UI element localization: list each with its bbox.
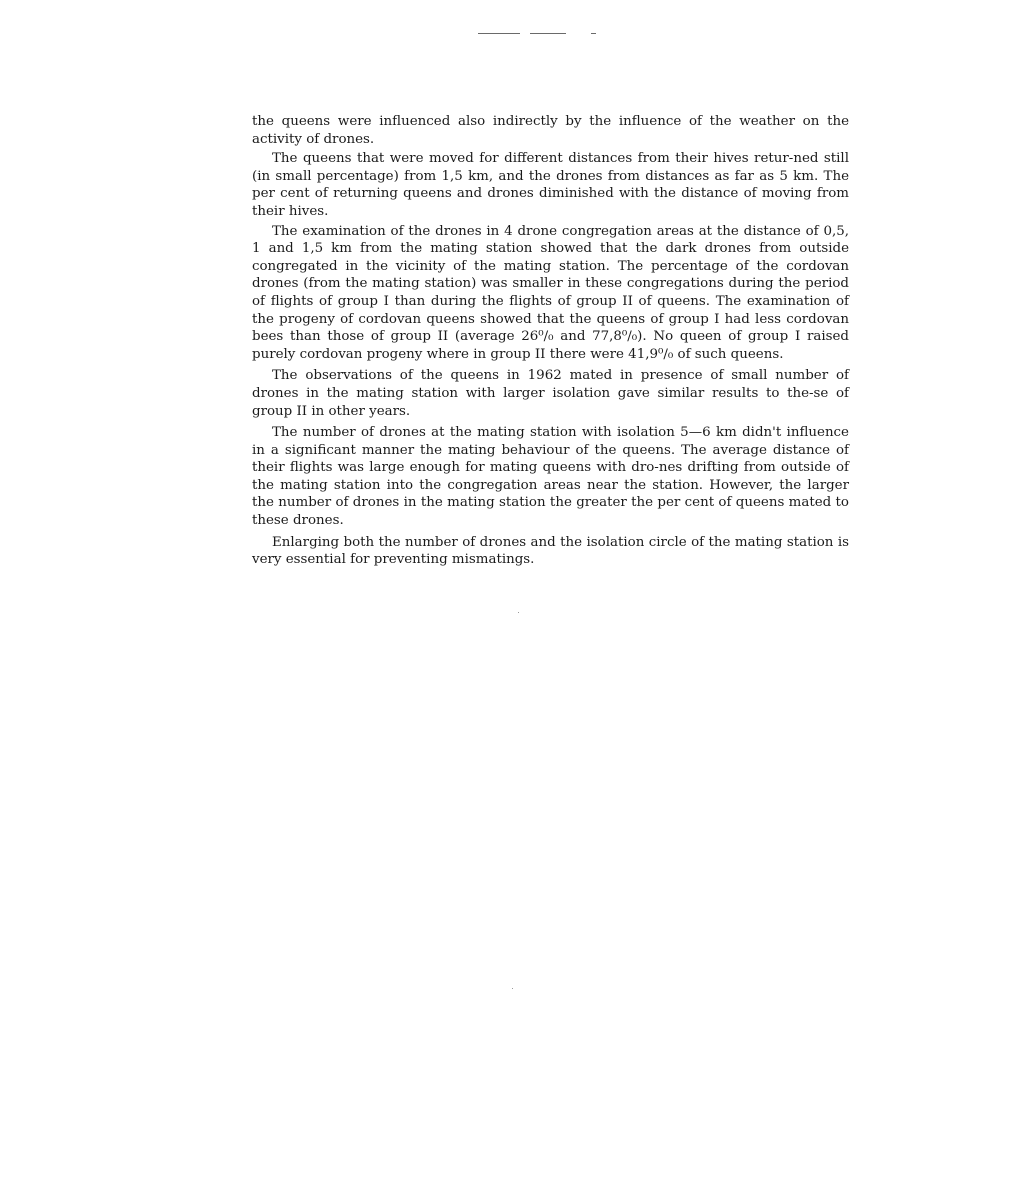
header-rule (478, 33, 520, 34)
scan-speck (518, 612, 519, 613)
body-text (252, 113, 849, 571)
paragraph-queen-return-distances: The queens that were moved for different distances from their hives retur-ned still (in small percentage) from 1,5 km, and the drones from distances as far as 5 km. The per cent of returning queens and drones diminished with the distance of moving from their hives. (252, 151, 849, 219)
paragraph-drone-congregation-areas: The examination of the drones in 4 drone congregation areas at the distance of 0,5, 1 and 1,5 km from the mating station showed that the dark drones from outside congregated in the vicinity of the mating station. The percentage of the cordovan drones (from the mating station) was smaller in these congregations during the period of flights of group I than during the flights of group II of queens. The examination of the progeny of cordovan queens showed that the queens of group I had less cordovan bees than those of group II (average 26⁰/₀ and 77,8⁰/₀). No queen of group I raised purely cordovan progeny where in group II there were 41,9⁰/₀ of such queens. (252, 223, 849, 362)
paragraph-observations-1962: The observations of the queens in 1962 mated in presence of small number of drones in the mating station with larger isolation gave similar results to the-se of group II in other years. (252, 368, 849, 419)
paragraph-drone-number-isolation: The number of drones at the mating station with isolation 5—6 km didn't influence in a significant manner the mating behaviour of the queens. The average distance of their flights was large enough for mating queens with dro-nes drifting from outside of the mating station into the congregation areas near the station. However, the larger the number of drones in the mating station the greater the per cent of queens mated to these drones. (252, 425, 849, 529)
scan-speck (512, 988, 513, 989)
paragraph-weather-influence: the queens were influenced also indirectly by the influence of the weather on the activity of drones. (252, 114, 849, 147)
header-rule (530, 33, 566, 34)
header-rule (591, 33, 596, 34)
paragraph-conclusion: Enlarging both the number of drones and the isolation circle of the mating station is very essential for preventing mismatings. (252, 534, 849, 568)
